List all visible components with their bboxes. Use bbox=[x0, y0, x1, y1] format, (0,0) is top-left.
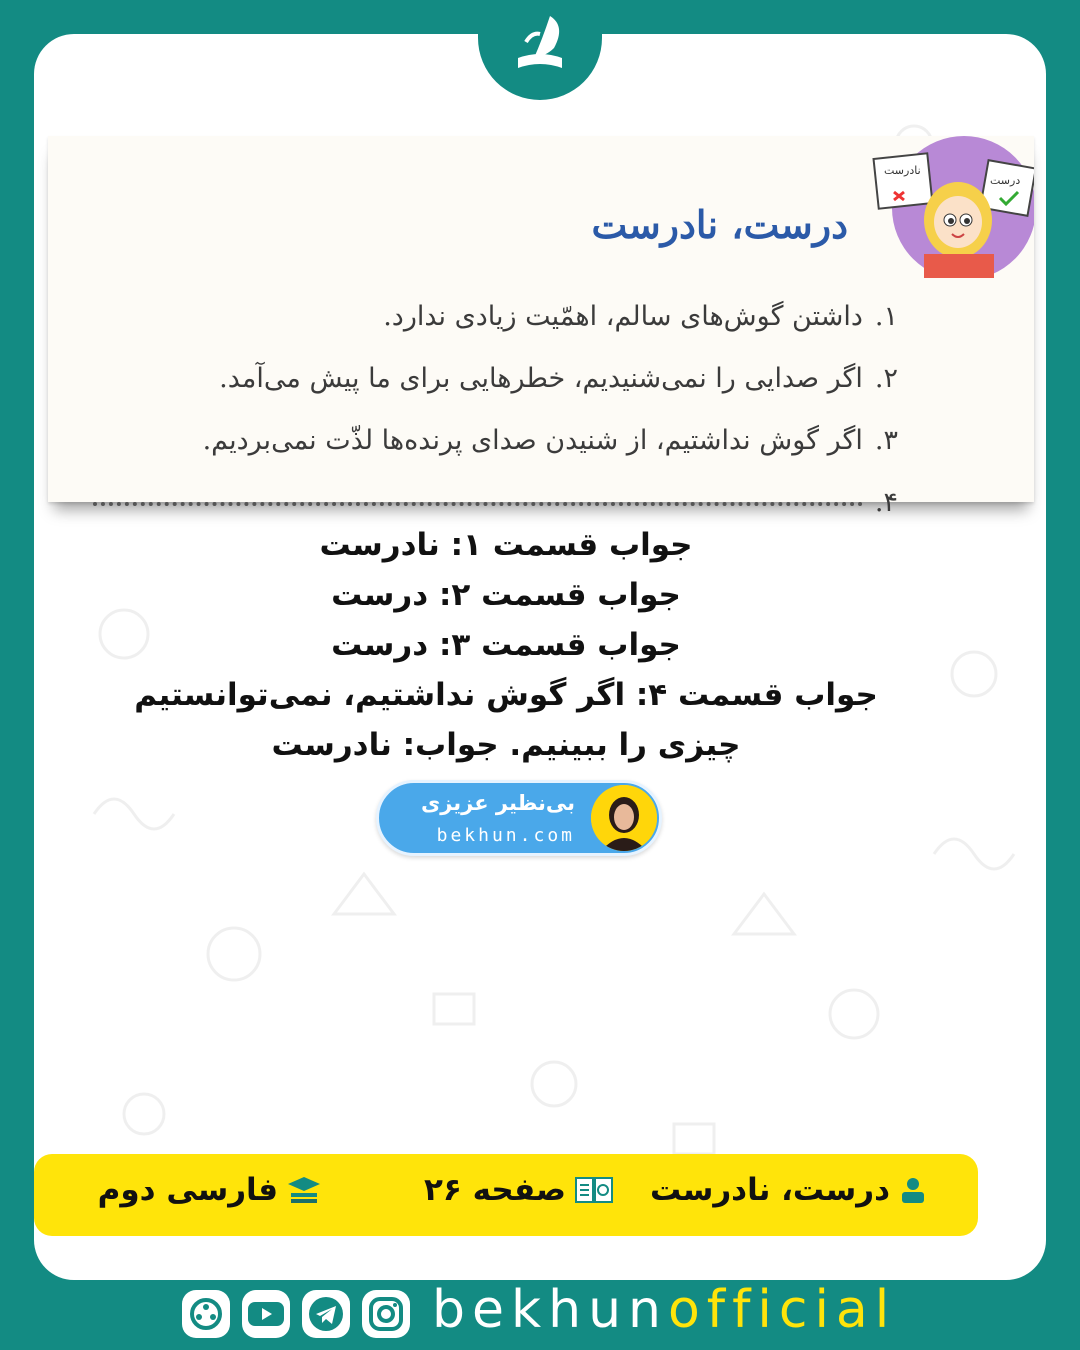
instagram-icon[interactable] bbox=[362, 1290, 410, 1338]
page-number: صفحه ۲۶ bbox=[424, 1172, 614, 1208]
youtube-icon[interactable] bbox=[242, 1290, 290, 1338]
statement-item: ۴. bbox=[93, 472, 898, 534]
graduation-books-icon bbox=[286, 1175, 322, 1205]
answers-block bbox=[100, 520, 912, 770]
textbook-excerpt bbox=[48, 136, 1034, 518]
answer-line: جواب قسمت ۳: درست bbox=[331, 627, 681, 663]
statement-item: ۳.اگر گوش نداشتیم، از شنیدن صدای پرنده‌ها لذّت نمی‌بردیم. bbox=[202, 425, 898, 456]
lesson-title: درست، نادرست bbox=[650, 1172, 928, 1208]
open-book-icon bbox=[574, 1175, 614, 1205]
author-name: بی‌نظیر عزیزی bbox=[420, 791, 575, 815]
aparat-icon[interactable] bbox=[182, 1290, 230, 1338]
dotted-blank-line bbox=[93, 502, 863, 506]
statement-list bbox=[93, 286, 898, 534]
brand-handle: bekhunofficial bbox=[432, 1280, 897, 1340]
author-website[interactable]: bekhun.com bbox=[436, 825, 575, 846]
social-footer bbox=[180, 1280, 900, 1346]
answer-line: جواب قسمت ۲: درست bbox=[331, 577, 681, 613]
excerpt-title: درست، نادرست bbox=[591, 202, 848, 247]
author-badge bbox=[376, 780, 662, 856]
author-photo-icon bbox=[591, 785, 657, 851]
student-mascot-icon bbox=[854, 128, 1034, 278]
mascot-card-right: درست bbox=[990, 174, 1021, 187]
author-avatar bbox=[591, 785, 657, 851]
book-feather-logo-icon bbox=[504, 8, 576, 80]
answer-line: جواب قسمت ۱: نادرست bbox=[319, 527, 693, 563]
answer-line: جواب قسمت ۴: اگر گوش نداشتیم، نمی‌توانستیم چیزی را ببینیم. جواب: نادرست bbox=[134, 677, 878, 763]
teacher-icon bbox=[898, 1175, 928, 1205]
telegram-icon[interactable] bbox=[302, 1290, 350, 1338]
statement-item: ۲.اگر صدایی را نمی‌شنیدیم، خطرهایی برای ما پیش می‌آمد. bbox=[219, 363, 898, 394]
subject-name: فارسی دوم bbox=[98, 1172, 322, 1208]
statement-item: ۱.داشتن گوش‌های سالم، اهمّیت زیادی ندارد. bbox=[383, 301, 898, 332]
lesson-info-bar bbox=[34, 1154, 978, 1236]
mascot-card-wrong: نادرست bbox=[884, 164, 921, 177]
